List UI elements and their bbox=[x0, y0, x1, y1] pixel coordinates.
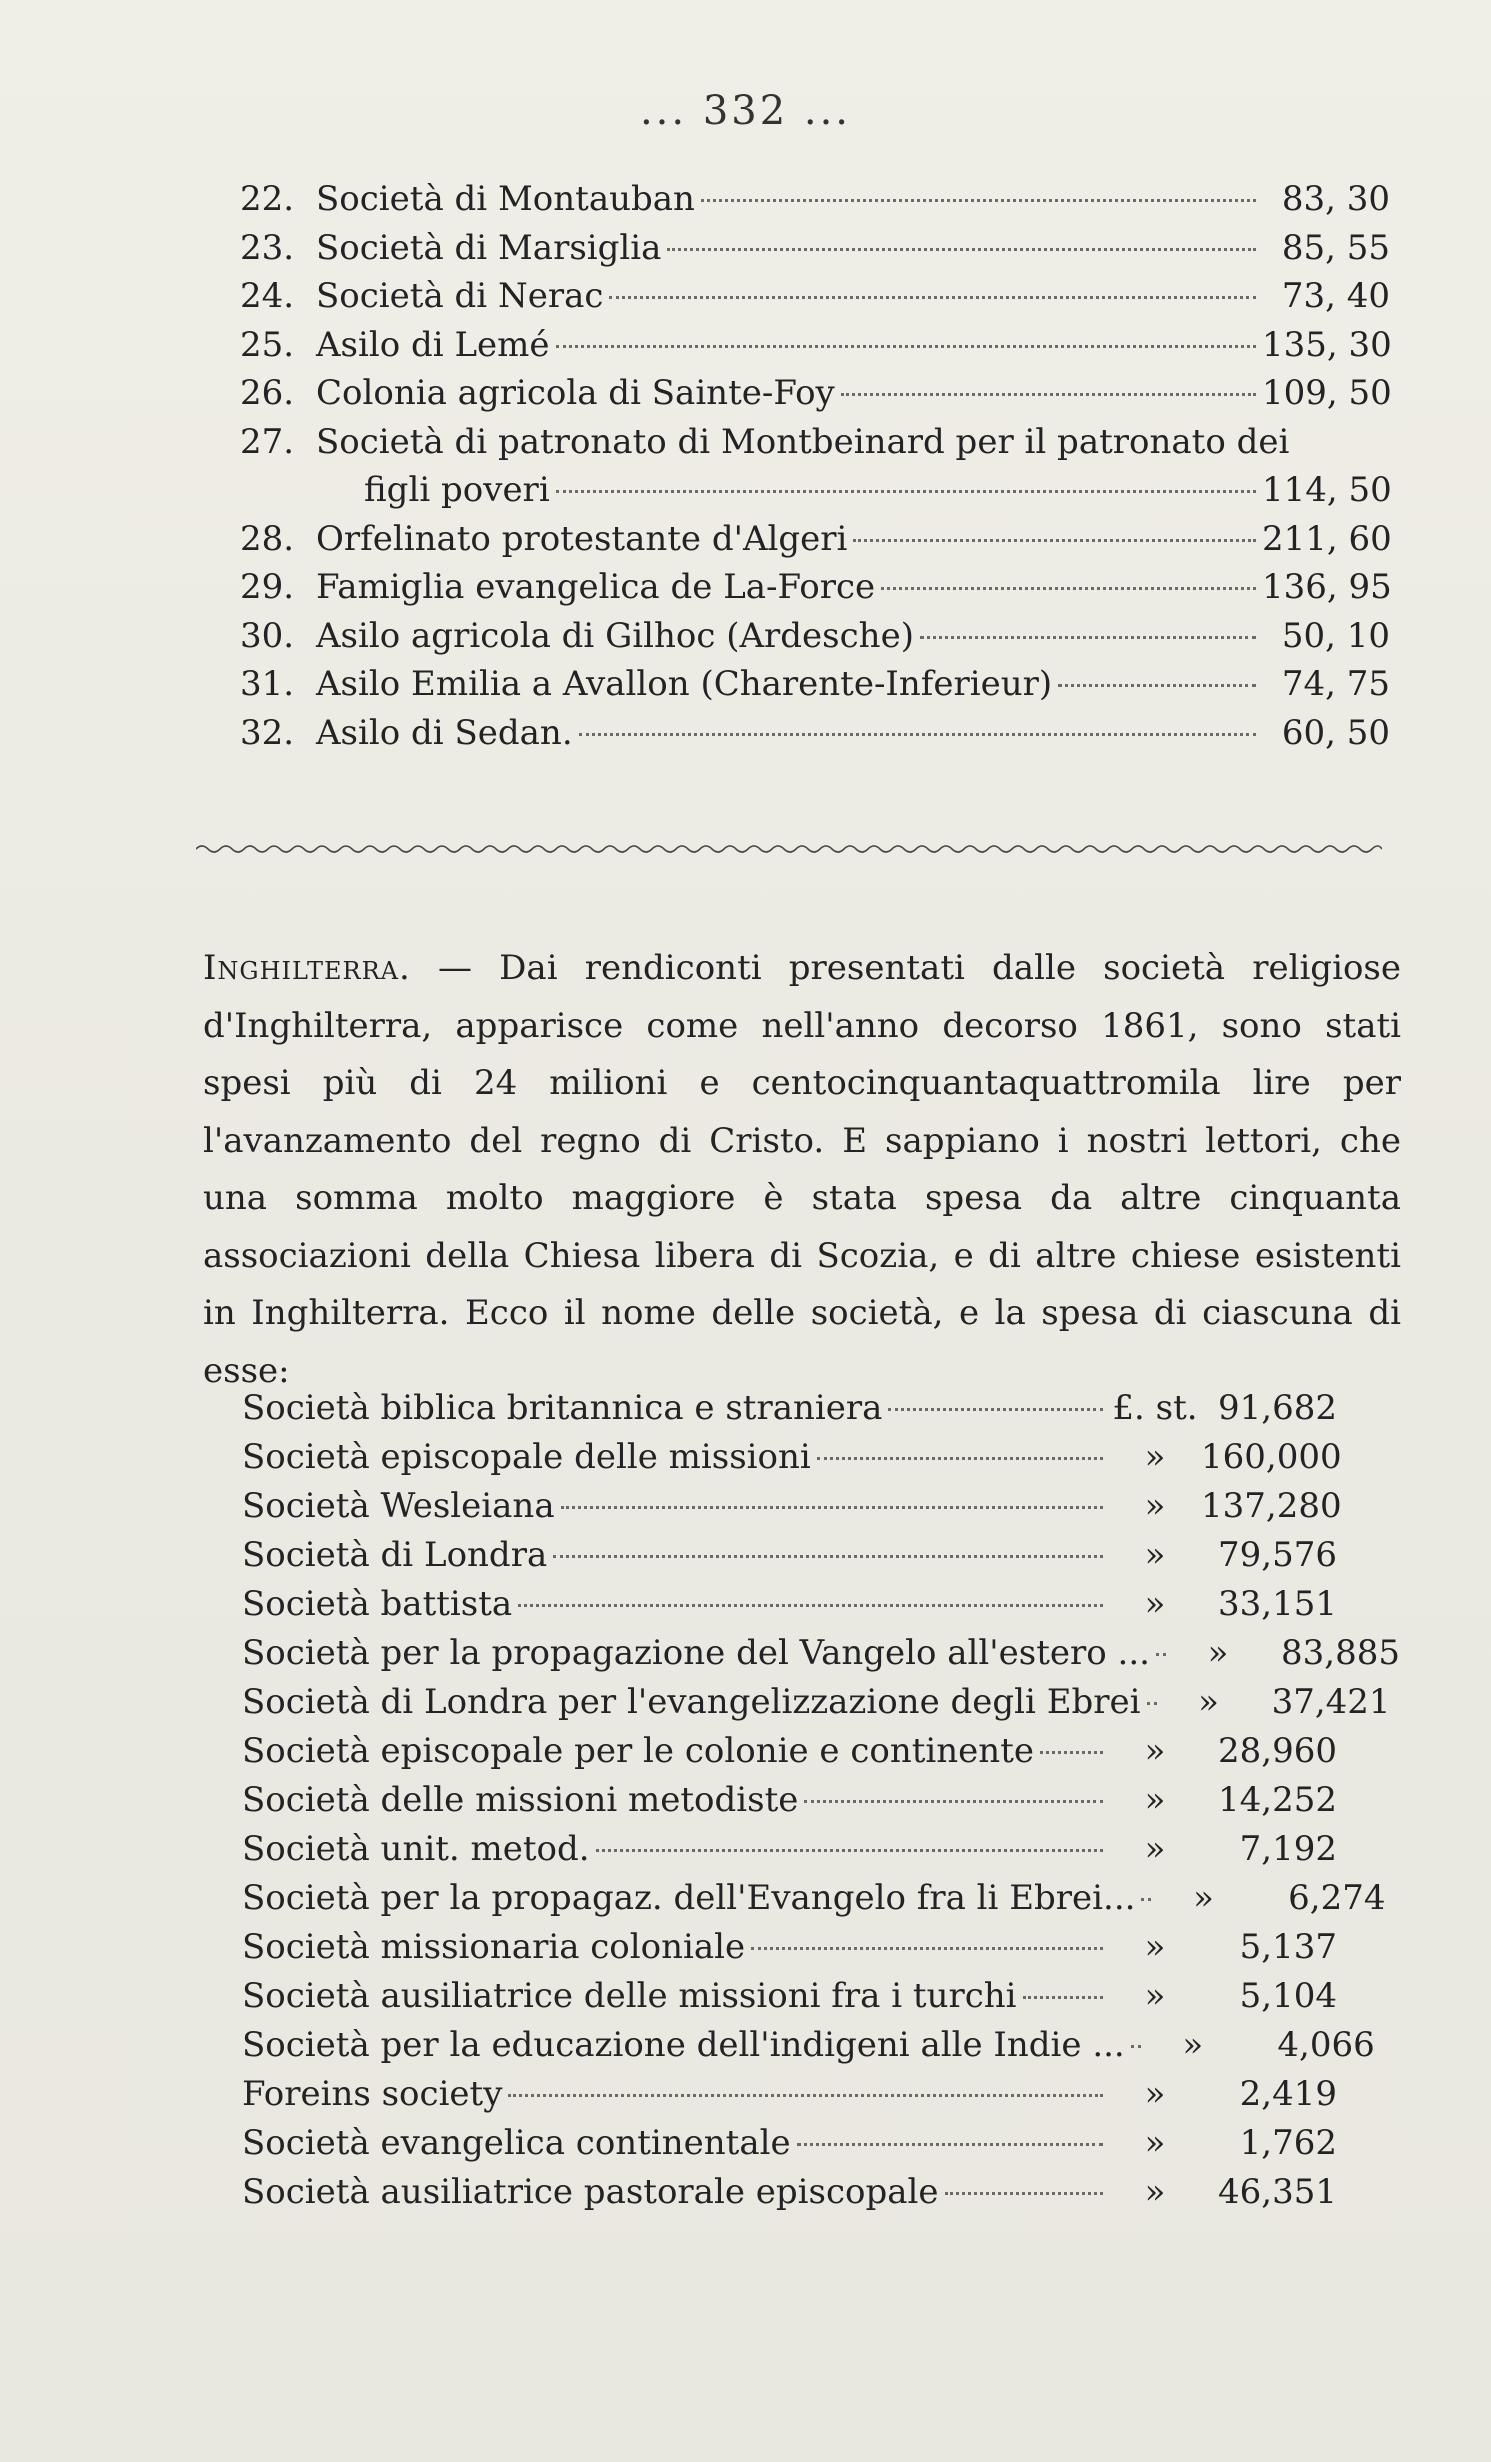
table-row bbox=[242, 1874, 1386, 1923]
dot-leader bbox=[1141, 1898, 1151, 1901]
entry-amount: 74, 75 bbox=[1281, 664, 1390, 704]
list-item bbox=[240, 563, 1390, 612]
table-row bbox=[242, 1825, 1337, 1874]
ditto-mark: » bbox=[1144, 1437, 1166, 1477]
society-name: Società biblica britannica e straniera bbox=[242, 1388, 883, 1428]
society-value: 37,421 bbox=[1271, 1682, 1391, 1722]
ditto-mark: » bbox=[1144, 1535, 1166, 1575]
table-row bbox=[242, 2168, 1337, 2217]
society-name: Società missionaria coloniale bbox=[242, 1927, 746, 1967]
table-row bbox=[242, 1433, 1342, 1482]
entry-amount: 83, 30 bbox=[1281, 179, 1390, 219]
list-item bbox=[240, 175, 1390, 224]
entry-name: Orfelinato protestante d'Algeri bbox=[316, 518, 848, 559]
section-heading: Inghilterra. bbox=[203, 948, 411, 988]
dot-leader bbox=[888, 1408, 1103, 1411]
dot-leader bbox=[1023, 1996, 1103, 1999]
society-name: Società evangelica continentale bbox=[242, 2123, 791, 2163]
entry-amount: 136, 95 bbox=[1262, 567, 1392, 607]
entry-name: Asilo Emilia a Avallon (Charente-Inferieur) bbox=[316, 664, 1053, 704]
entry-number: 24. bbox=[240, 276, 295, 316]
entry-number: 25. bbox=[240, 324, 295, 365]
society-name: Società ausiliatrice pastorale episcopale bbox=[242, 2172, 939, 2212]
ditto-mark: » bbox=[1144, 1976, 1166, 2016]
dot-leader bbox=[667, 248, 1256, 251]
ditto-mark: » bbox=[1182, 2025, 1204, 2065]
entry-number: 32. bbox=[240, 712, 295, 753]
entry-amount: 60, 50 bbox=[1281, 712, 1390, 753]
entry-name: Famiglia evangelica de La-Force bbox=[316, 567, 876, 607]
currency-mark: £. st. bbox=[1112, 1388, 1198, 1428]
ditto-mark: » bbox=[1144, 1486, 1166, 1526]
body-paragraph bbox=[203, 940, 1401, 1400]
ditto-mark: » bbox=[1193, 1878, 1214, 1918]
entry-amount: 211, 60 bbox=[1262, 518, 1392, 559]
society-value: 28,960 bbox=[1218, 1731, 1337, 1771]
society-value: 4,066 bbox=[1277, 2025, 1375, 2065]
dot-leader bbox=[853, 539, 1256, 542]
table-row bbox=[242, 2021, 1375, 2070]
entry-name: Società di Marsiglia bbox=[316, 227, 662, 268]
dot-leader bbox=[1156, 1653, 1166, 1656]
entry-name: Società di Montauban bbox=[316, 179, 695, 219]
entry-amount: 114, 50 bbox=[1262, 470, 1392, 510]
ditto-mark: » bbox=[1207, 1633, 1229, 1673]
society-value: 91,682 bbox=[1218, 1388, 1337, 1428]
entry-name: Asilo di Sedan. bbox=[316, 712, 573, 753]
dot-leader bbox=[701, 199, 1256, 202]
society-value: 79,576 bbox=[1218, 1535, 1337, 1575]
ditto-mark: » bbox=[1144, 2123, 1166, 2163]
contribution-list bbox=[240, 175, 1390, 757]
entry-number: 26. bbox=[240, 373, 295, 413]
paragraph-text: — Dai rendiconti presentati dalle società religiose d'Inghilterra, apparisce come nell'anno decorso 1861, sono stati spesi più di 24 milioni e centocinquantaquattromila lire per l'avanzamento del regno di Cristo. E sappiano i nostri lettori, che una somma molto maggiore è stata spesa da altre cinquanta associazioni della Chiesa libera di Scozia, e di altre chiese esistenti in Inghilterra. Ecco il nome delle società, e la spesa di ciascuna di esse: bbox=[203, 948, 1401, 1391]
society-name: Società episcopale per le colonie e continente bbox=[242, 1731, 1034, 1771]
table-row bbox=[242, 1580, 1337, 1629]
society-name: Società di Londra per l'evangelizzazione degli Ebrei bbox=[242, 1682, 1141, 1722]
entry-number: 29. bbox=[240, 567, 295, 607]
list-item bbox=[240, 418, 1390, 467]
table-row bbox=[242, 1678, 1391, 1727]
entry-number: 30. bbox=[240, 615, 295, 656]
list-item bbox=[240, 660, 1390, 709]
list-item bbox=[240, 709, 1390, 758]
entry-amount: 73, 40 bbox=[1281, 276, 1390, 316]
society-name: Foreins society bbox=[242, 2074, 503, 2114]
society-name: Società ausiliatrice delle missioni fra i turchi bbox=[242, 1976, 1017, 2016]
dot-leader bbox=[1058, 684, 1256, 687]
society-name: Società di Londra bbox=[242, 1535, 548, 1575]
ditto-mark: » bbox=[1144, 1731, 1166, 1771]
society-value: 33,151 bbox=[1218, 1584, 1337, 1624]
entry-name: Società di patronato di Montbeinard per il patronato dei bbox=[316, 421, 1290, 462]
society-value: 5,104 bbox=[1239, 1976, 1337, 2016]
entry-number: 22. bbox=[240, 179, 295, 219]
society-value: 6,274 bbox=[1288, 1878, 1386, 1918]
ditto-mark: » bbox=[1198, 1682, 1219, 1722]
entry-amount: 109, 50 bbox=[1262, 373, 1392, 413]
entry-name: Asilo agricola di Gilhoc (Ardesche) bbox=[316, 615, 914, 656]
table-row bbox=[242, 1923, 1337, 1972]
dot-leader bbox=[556, 345, 1256, 348]
dot-leader bbox=[518, 1604, 1103, 1607]
list-item bbox=[240, 224, 1390, 273]
dot-leader bbox=[553, 1555, 1103, 1558]
dot-leader bbox=[609, 296, 1256, 299]
dot-leader bbox=[817, 1457, 1103, 1460]
society-value: 5,137 bbox=[1239, 1927, 1337, 1967]
ditto-mark: » bbox=[1144, 1780, 1166, 1820]
entry-name-continuation: figli poveri bbox=[364, 470, 550, 510]
entry-amount: 135, 30 bbox=[1262, 324, 1392, 365]
table-row bbox=[242, 1482, 1342, 1531]
society-value: 2,419 bbox=[1239, 2074, 1337, 2114]
wavy-divider bbox=[196, 843, 1382, 855]
table-row bbox=[242, 2070, 1337, 2119]
society-name: Società episcopale delle missioni bbox=[242, 1437, 811, 1477]
ditto-mark: » bbox=[1144, 1584, 1166, 1624]
society-value: 14,252 bbox=[1218, 1780, 1337, 1820]
list-item bbox=[240, 515, 1390, 564]
list-item bbox=[240, 321, 1390, 370]
entry-number: 31. bbox=[240, 664, 295, 704]
list-item bbox=[240, 272, 1390, 321]
dot-leader bbox=[556, 490, 1256, 493]
entry-name: Società di Nerac bbox=[316, 276, 604, 316]
dot-leader bbox=[508, 2094, 1103, 2097]
entry-name: Colonia agricola di Sainte-Foy bbox=[316, 373, 835, 413]
entry-number: 27. bbox=[240, 421, 295, 462]
society-value: 46,351 bbox=[1218, 2172, 1337, 2212]
dot-leader bbox=[920, 636, 1256, 639]
society-name: Società delle missioni metodiste bbox=[242, 1780, 799, 1820]
dot-leader bbox=[1040, 1751, 1103, 1754]
society-value: 160,000 bbox=[1201, 1437, 1342, 1477]
table-row bbox=[242, 1727, 1337, 1776]
table-row bbox=[242, 1776, 1337, 1825]
ditto-mark: » bbox=[1144, 1829, 1166, 1869]
dot-leader bbox=[1147, 1702, 1157, 1705]
dot-leader bbox=[596, 1849, 1103, 1852]
society-name: Società battista bbox=[242, 1584, 513, 1624]
list-item bbox=[240, 369, 1390, 418]
table-row bbox=[242, 1384, 1337, 1433]
society-value: 137,280 bbox=[1201, 1486, 1342, 1526]
entry-amount: 50, 10 bbox=[1281, 615, 1390, 656]
society-name: Società Wesleiana bbox=[242, 1486, 555, 1526]
table-row bbox=[242, 1972, 1337, 2021]
society-value: 1,762 bbox=[1239, 2123, 1337, 2163]
dot-leader bbox=[945, 2192, 1103, 2195]
society-name: Società unit. metod. bbox=[242, 1829, 590, 1869]
list-item-continuation bbox=[240, 466, 1390, 515]
entry-number: 23. bbox=[240, 227, 295, 268]
dot-leader bbox=[804, 1800, 1103, 1803]
table-row bbox=[242, 2119, 1337, 2168]
society-value: 7,192 bbox=[1239, 1829, 1337, 1869]
dot-leader bbox=[561, 1506, 1103, 1509]
society-name: Società per la propagaz. dell'Evangelo fra li Ebrei... bbox=[242, 1878, 1136, 1918]
dot-leader bbox=[751, 1947, 1103, 1950]
table-row bbox=[242, 1629, 1400, 1678]
page-number: ... 332 ... bbox=[639, 88, 852, 134]
society-name: Società per la propagazione del Vangelo all'estero ... bbox=[242, 1633, 1150, 1673]
dot-leader bbox=[881, 587, 1256, 590]
table-row bbox=[242, 1531, 1337, 1580]
dot-leader bbox=[841, 393, 1256, 396]
dot-leader bbox=[797, 2143, 1103, 2146]
entry-amount: 85, 55 bbox=[1281, 227, 1390, 268]
entry-name: Asilo di Lemé bbox=[316, 324, 550, 365]
list-item bbox=[240, 612, 1390, 661]
society-name: Società per la educazione dell'indigeni alle Indie ... bbox=[242, 2025, 1125, 2065]
dot-leader bbox=[579, 733, 1256, 736]
ditto-mark: » bbox=[1144, 1927, 1166, 1967]
ditto-mark: » bbox=[1144, 2074, 1166, 2114]
society-expense-table bbox=[242, 1384, 1400, 2217]
entry-number: 28. bbox=[240, 518, 295, 559]
society-value: 83,885 bbox=[1281, 1633, 1400, 1673]
dot-leader bbox=[1131, 2045, 1141, 2048]
ditto-mark: » bbox=[1144, 2172, 1166, 2212]
